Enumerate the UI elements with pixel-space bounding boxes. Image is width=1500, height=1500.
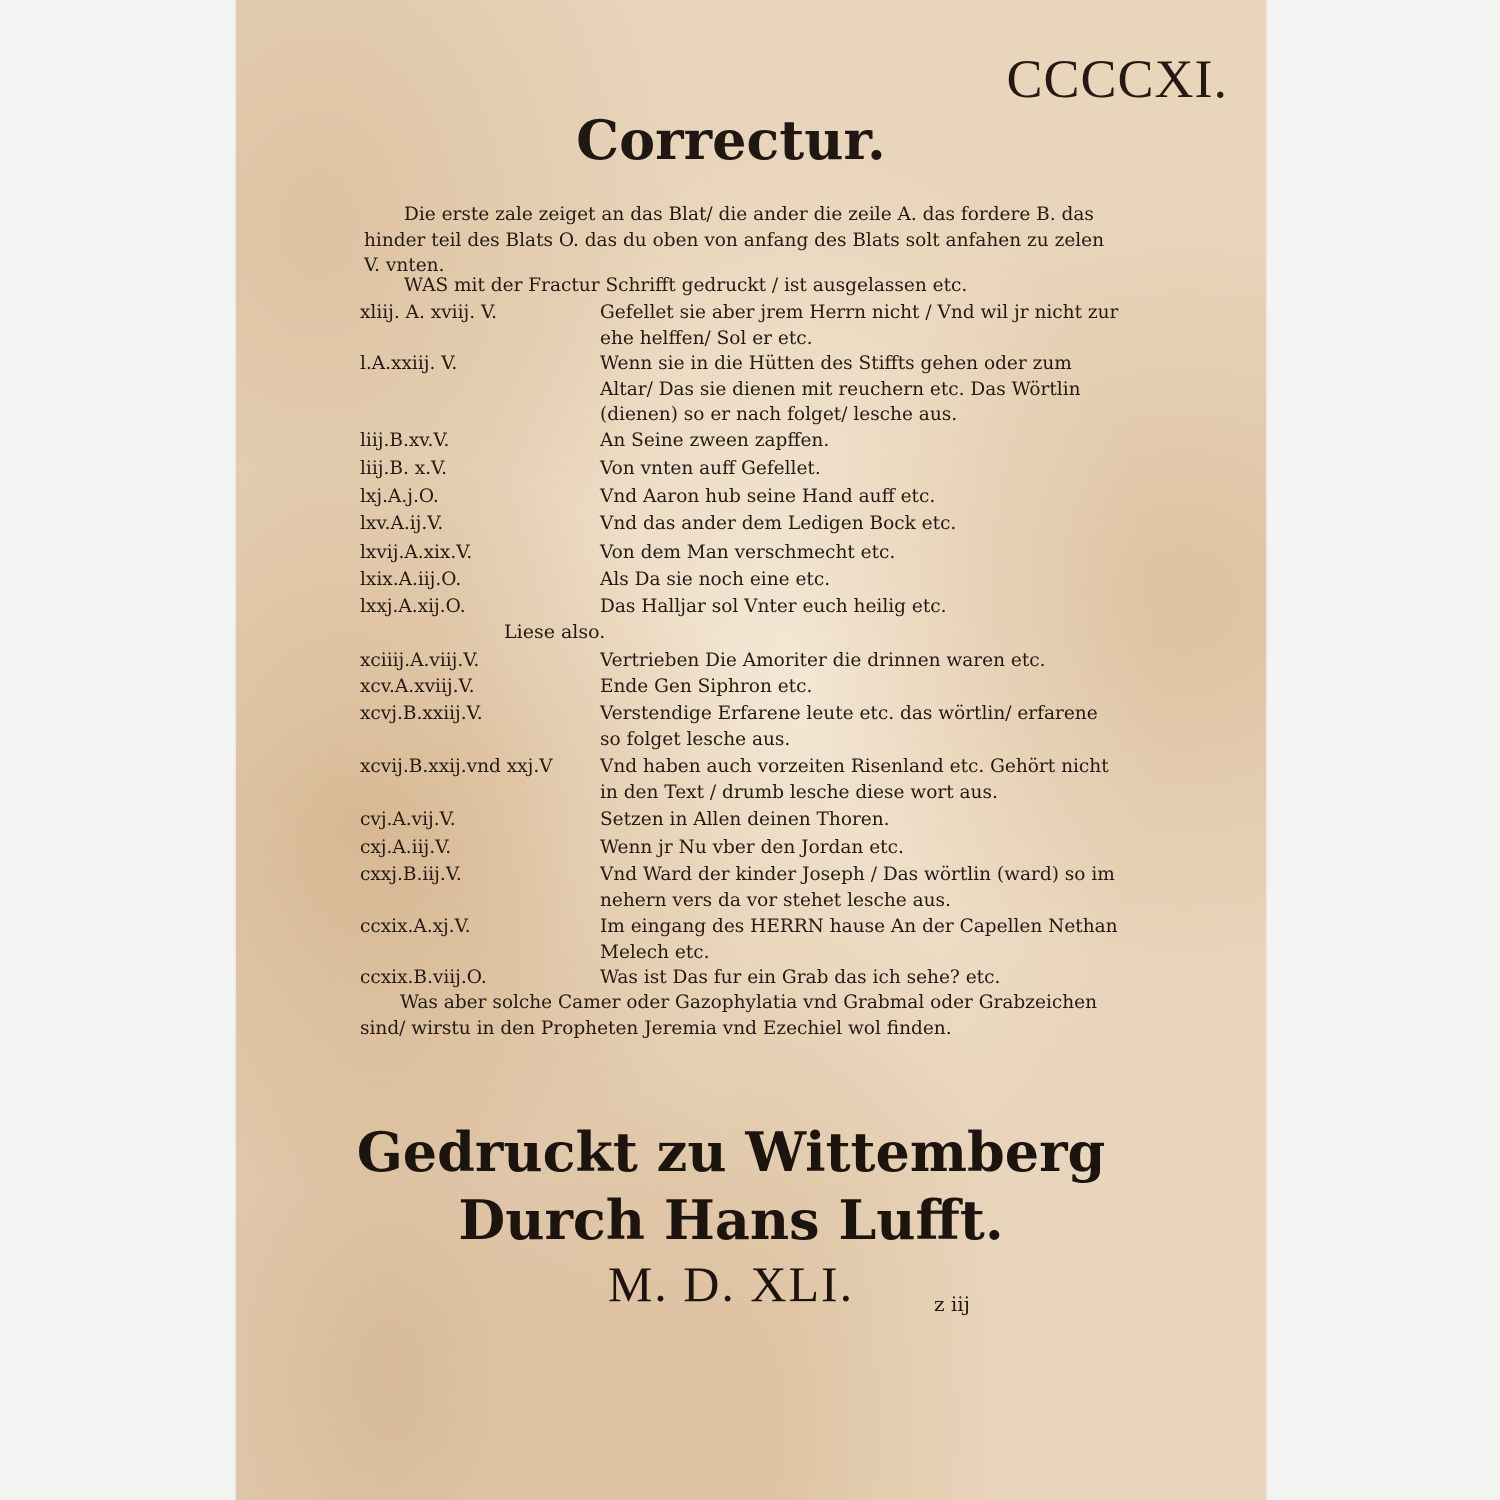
entry-reference: xliij. A. xviij. V. bbox=[360, 302, 498, 323]
entry-reference: liij.B. x.V. bbox=[360, 458, 448, 479]
entry-reference: ccxix.B.viij.O. bbox=[360, 967, 487, 988]
entry-reference: lxj.A.j.O. bbox=[360, 486, 439, 507]
colophon-year: M. D. XLI. bbox=[607, 1256, 855, 1312]
entry-text: Von dem Man verschmecht etc. bbox=[600, 542, 896, 563]
entry-reference: xcv.A.xviij.V. bbox=[360, 676, 475, 697]
document-page bbox=[236, 0, 1266, 1500]
colophon-line-1: Gedruckt zu Wittemberg bbox=[356, 1120, 1106, 1184]
entry-text: Das Halljar sol Vnter euch heilig etc. bbox=[600, 596, 947, 617]
entry-text: Setzen in Allen deinen Thoren. bbox=[600, 809, 890, 830]
entry-reference: xciiij.A.viij.V. bbox=[360, 650, 480, 671]
entry-reference: l.A.xxiij. V. bbox=[360, 353, 458, 374]
entry-reference: liij.B.xv.V. bbox=[360, 430, 450, 451]
folio-number: CCCCXI. bbox=[1006, 49, 1228, 109]
entry-text: Vnd das ander dem Ledigen Bock etc. bbox=[600, 513, 957, 534]
entry-text: Im eingang des HERRN hause An der Capellen Nethan Melech etc. bbox=[600, 916, 1118, 963]
colophon-line-2: Durch Hans Lufft. bbox=[458, 1188, 1004, 1252]
entry-reference: cxj.A.iij.V. bbox=[360, 837, 452, 858]
entry-reference: cxxj.B.iij.V. bbox=[360, 864, 462, 885]
entry-text: Ende Gen Siphron etc. bbox=[600, 676, 813, 697]
section-subheading: Liese also. bbox=[504, 621, 606, 643]
entry-reference: lxv.A.ij.V. bbox=[360, 513, 444, 534]
entry-text: An Seine zween zapffen. bbox=[600, 430, 830, 451]
entry-text: Gefellet sie aber jrem Herrn nicht / Vnd wil jr nicht zur ehe helffen/ Sol er etc. bbox=[600, 302, 1119, 349]
entry-text: Vertrieben Die Amoriter die drinnen waren etc. bbox=[600, 650, 1046, 671]
entry-text: Vnd haben auch vorzeiten Risenland etc. Gehört nicht in den Text / drumb lesche diese wort aus. bbox=[600, 756, 1109, 803]
entry-text: Wenn sie in die Hütten des Stiffts gehen oder zum Altar/ Das sie dienen mit reuchern etc. Das Wörtlin (dienen) so er nach folget/ lesche aus. bbox=[600, 353, 1081, 425]
signature-mark: z iij bbox=[934, 1292, 970, 1316]
entry-text: Wenn jr Nu vber den Jordan etc. bbox=[600, 837, 904, 858]
entry-text: Vnd Ward der kinder Joseph / Das wörtlin (ward) so im nehern vers da vor stehet lesche aus. bbox=[600, 864, 1115, 911]
entry-reference: lxvij.A.xix.V. bbox=[360, 542, 473, 563]
entry-text: Verstendige Erfarene leute etc. das wörtlin/ erfarene so folget lesche aus. bbox=[600, 703, 1098, 750]
entry-reference: xcvj.B.xxiij.V. bbox=[360, 703, 483, 724]
entry-reference: ccxix.A.xj.V. bbox=[360, 916, 471, 937]
entry-text: Von vnten auff Gefellet. bbox=[600, 458, 821, 479]
colophon bbox=[236, 1118, 1226, 1314]
closing-paragraph: Was aber solche Camer oder Gazophylatia vnd Grabmal oder Grabzeichen sind/ wirstu in den Propheten Jeremia vnd Ezechiel wol finden. bbox=[360, 992, 1098, 1039]
entry-text: Als Da sie noch eine etc. bbox=[600, 569, 831, 590]
intro-paragraph: Die erste zale zeiget an das Blat/ die ander die zeile A. das fordere B. das hinder teil des Blats O. das du oben von anfang des Blats solt anfahen zu zelen V. vnten. bbox=[364, 204, 1105, 276]
entry-reference: cvj.A.vij.V. bbox=[360, 809, 456, 830]
entry-reference: lxxj.A.xij.O. bbox=[360, 596, 466, 617]
page-heading: Correctur. bbox=[576, 108, 886, 172]
fractur-note: WAS mit der Fractur Schrifft gedruckt / ist ausgelassen etc. bbox=[404, 275, 968, 296]
entry-reference: xcvij.B.xxij.vnd xxj.V bbox=[360, 756, 553, 777]
entry-text: Was ist Das fur ein Grab das ich sehe? etc. bbox=[600, 967, 1001, 988]
entry-reference: lxix.A.iij.O. bbox=[360, 569, 462, 590]
entry-text: Vnd Aaron hub seine Hand auff etc. bbox=[600, 486, 936, 507]
